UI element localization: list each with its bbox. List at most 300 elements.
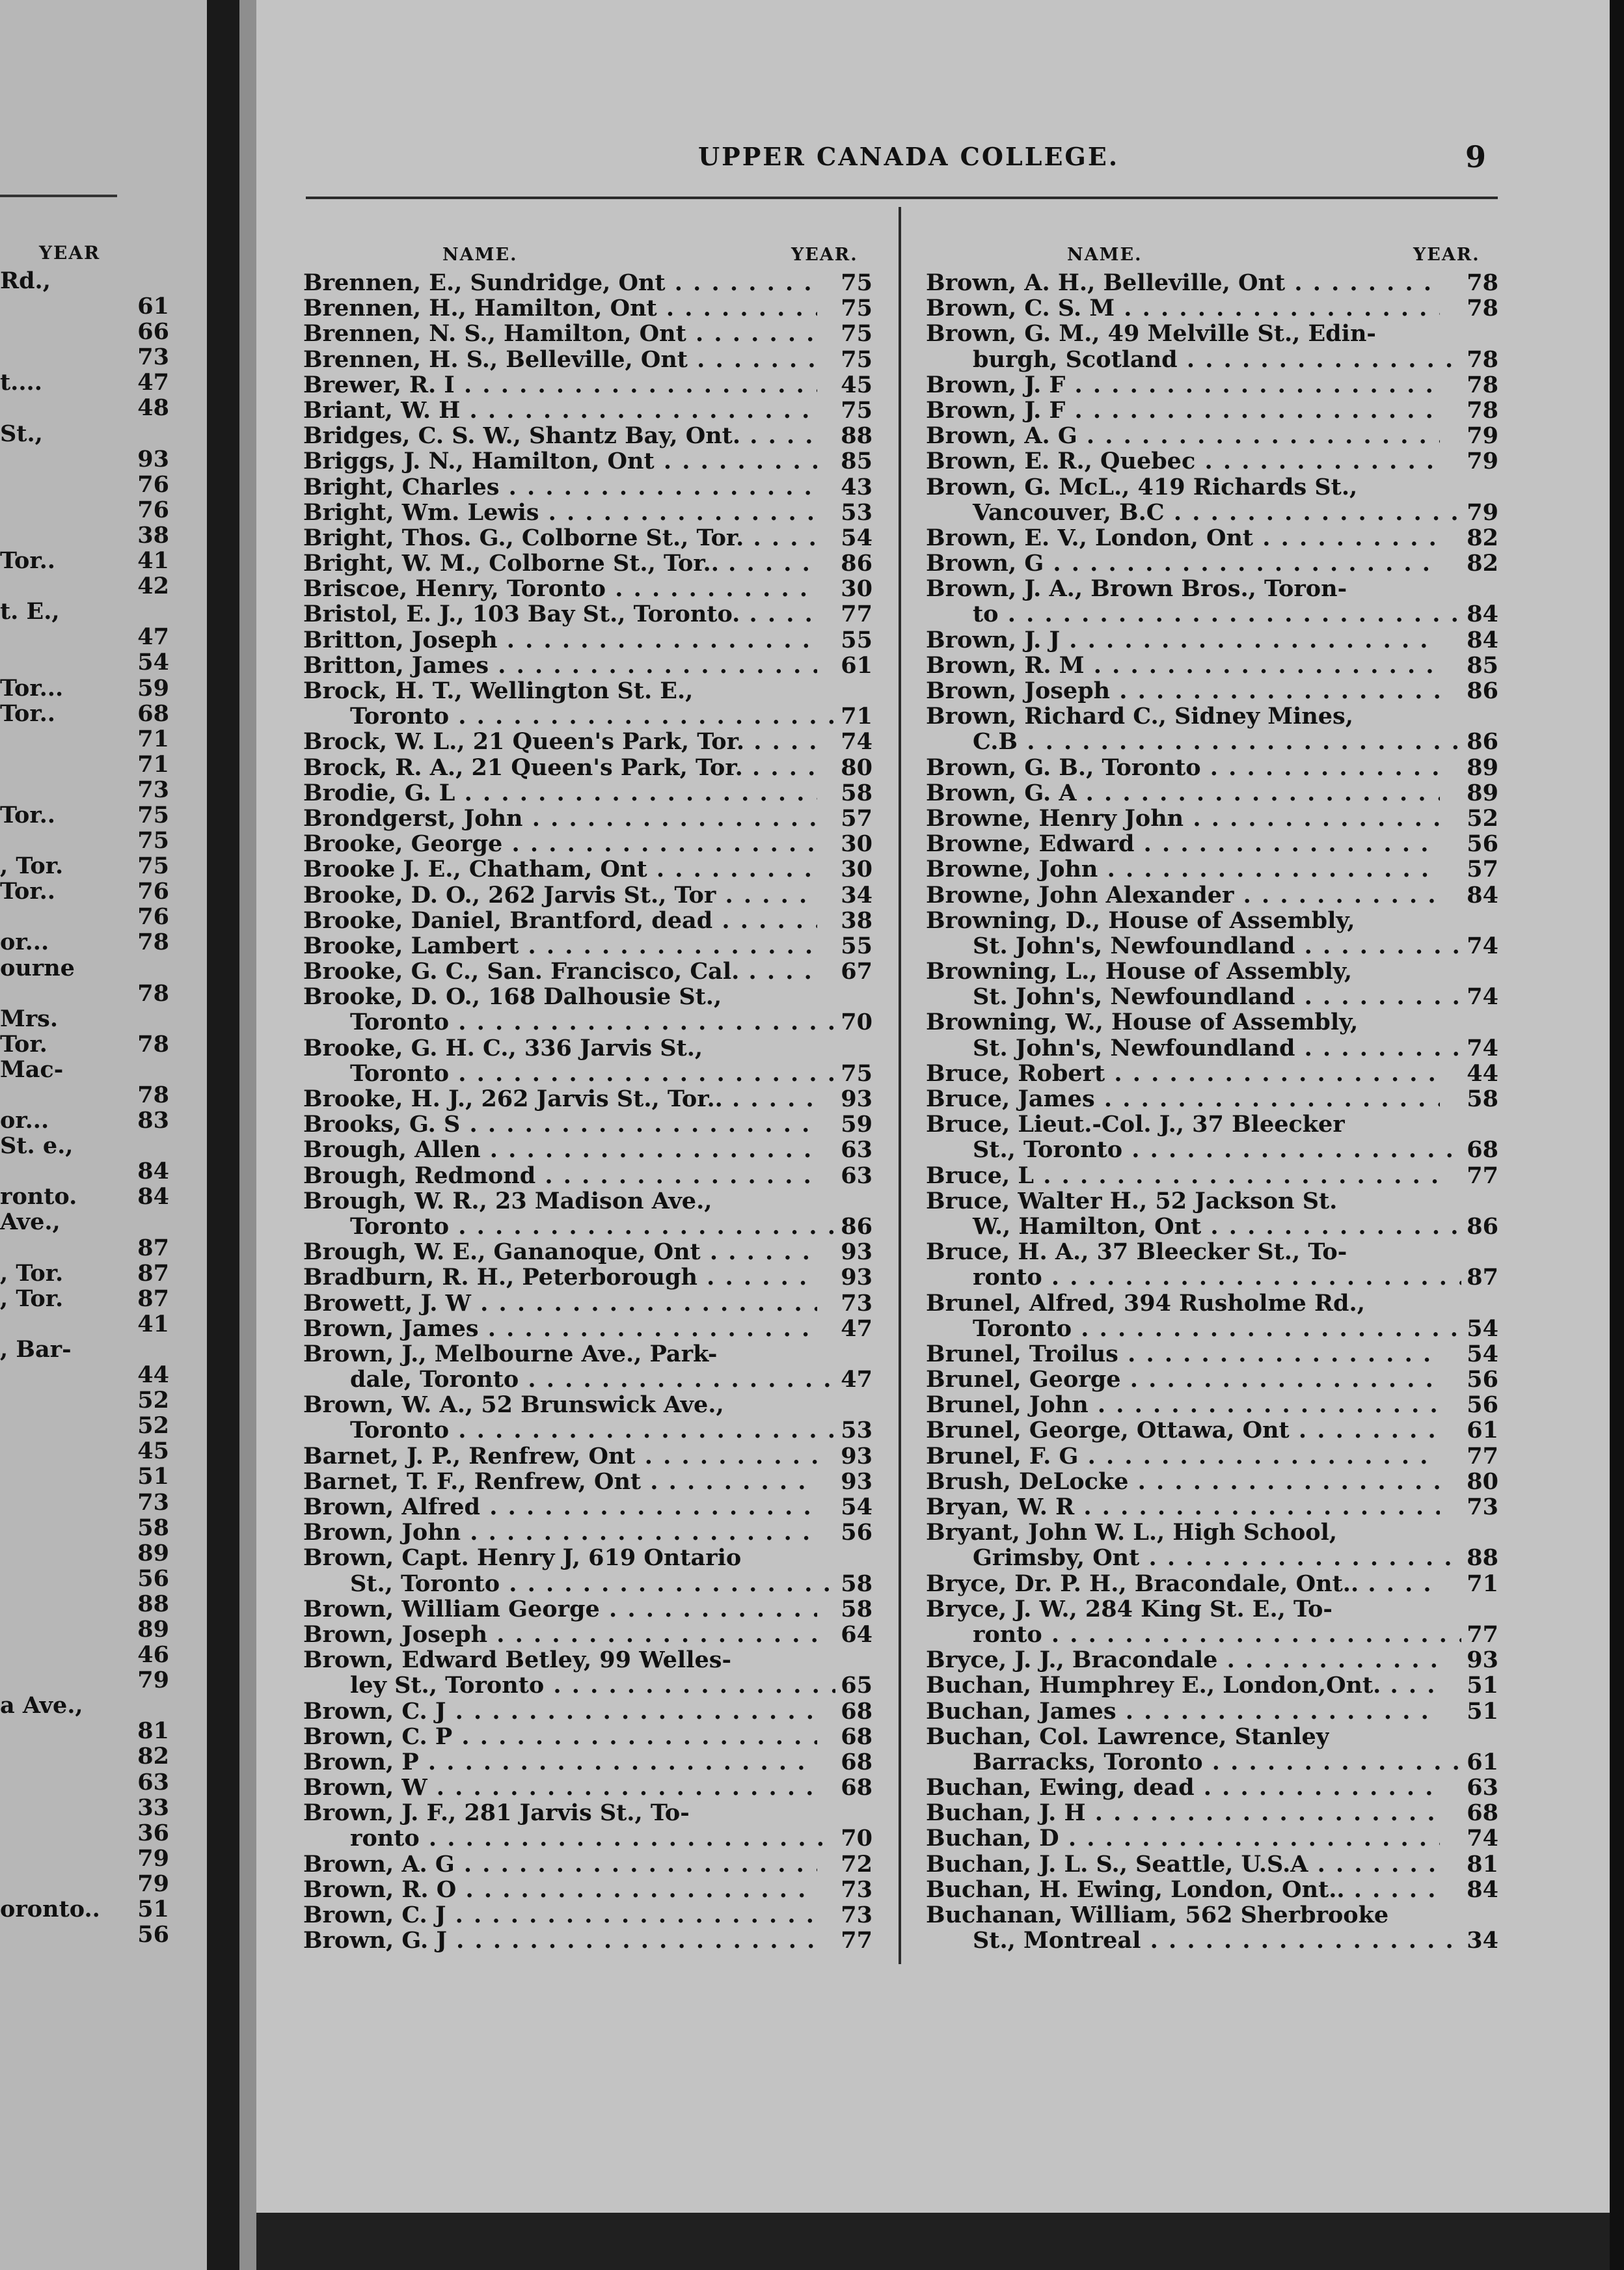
directory-entry (303, 678, 873, 704)
facing-page-line (0, 929, 169, 955)
directory-entry (926, 1520, 1498, 1545)
facing-page-line-year: 45 (137, 1438, 169, 1465)
column-1-year-header: YEAR. (791, 245, 858, 265)
entry-name: Browne, Henry John . . . (926, 806, 1440, 831)
entry-year: 89 (1461, 780, 1498, 806)
facing-page-line (0, 1896, 169, 1922)
facing-page-line-year: 84 (137, 1183, 169, 1210)
directory-entry (926, 959, 1498, 984)
facing-page-line (0, 1591, 169, 1617)
facing-page-line-text: Tor.. (0, 547, 55, 575)
entry-name: Bright, Wm. Lewis . . . (303, 500, 817, 525)
entry-year: 51 (1461, 1699, 1498, 1724)
entry-name: Toronto . . . (303, 1214, 864, 1239)
directory-entry (303, 1417, 873, 1443)
entry-year: 56 (835, 1520, 873, 1545)
entry-year: 79 (1461, 500, 1498, 525)
entry-name: Toronto . . . (303, 704, 864, 729)
entry-name: Brown, R. O . . . (303, 1877, 817, 1902)
entry-name: Buchan, J. H . . . (926, 1800, 1440, 1826)
entry-name: Buchan, H. Ewing, London, Ont.. . . . (926, 1877, 1440, 1902)
facing-page-line-year: 56 (137, 1565, 169, 1592)
entry-year: 77 (835, 1928, 873, 1953)
entry-name: Brough, W. E., Gananoque, Ont . . . (303, 1239, 817, 1265)
entry-name: Brennen, E., Sundridge, Ont . . . (303, 270, 817, 295)
entry-year: 68 (835, 1724, 873, 1749)
directory-entry (303, 1596, 873, 1622)
entry-name: Toronto . . . (303, 1061, 864, 1086)
entry-year: 63 (1461, 1775, 1498, 1800)
facing-page-line-text: , Bar- (0, 1335, 72, 1363)
facing-page-line-year: 83 (137, 1107, 169, 1134)
entry-name: Brown, J. F . . . (926, 398, 1440, 423)
column-2-year-header: YEAR. (1413, 245, 1480, 265)
facing-page-line (0, 1261, 169, 1286)
entry-year: 93 (1461, 1647, 1498, 1673)
directory-entry (926, 601, 1498, 627)
facing-page-line-year: 81 (137, 1717, 169, 1745)
facing-page-year-header: YEAR (39, 242, 101, 264)
entry-name: Brewer, R. I . . . (303, 372, 817, 398)
facing-page-line-year: 89 (137, 1615, 169, 1643)
entry-name: Browne, John . . . (926, 856, 1440, 882)
directory-entry (303, 551, 873, 576)
entry-name: Brock, W. L., 21 Queen's Park, Tor. . . . (303, 729, 817, 754)
directory-entry (926, 882, 1498, 908)
column-divider (899, 207, 901, 1964)
facing-page-line (0, 1235, 169, 1261)
entry-year: 79 (1461, 423, 1498, 448)
entry-name: Buchan, James . . . (926, 1699, 1440, 1724)
entry-year: 74 (835, 729, 873, 754)
directory-entry (926, 1800, 1498, 1826)
directory-entry (926, 1239, 1498, 1265)
facing-page-line (0, 777, 169, 802)
entry-name: ronto . . . (926, 1265, 1487, 1290)
directory-entry (926, 933, 1498, 959)
facing-page-line-year: 46 (137, 1641, 169, 1669)
entry-year: 78 (1461, 347, 1498, 372)
entry-name: Brown, G. M., 49 Melville St., Edin- (926, 321, 1376, 347)
entry-name: Bryant, John W. L., High School, (926, 1520, 1338, 1546)
facing-page-line (0, 624, 169, 650)
facing-page-line-text: Mac- (0, 1056, 64, 1083)
entry-name: Bruce, Walter H., 52 Jackson St. (926, 1188, 1338, 1214)
entry-year: 78 (1461, 372, 1498, 398)
directory-entry (926, 806, 1498, 831)
entry-name: Brunel, F. G . . . (926, 1443, 1440, 1469)
directory-entry (303, 1035, 873, 1061)
entry-year: 86 (1461, 729, 1498, 754)
directory-entry (926, 1443, 1498, 1469)
entry-year: 75 (835, 321, 873, 346)
facing-page-line (0, 1846, 169, 1871)
entry-year: 68 (835, 1699, 873, 1724)
facing-page-line-year: 79 (137, 1844, 169, 1872)
facing-page-line-year: 71 (137, 725, 169, 752)
directory-entry (303, 729, 873, 754)
directory-entry (303, 933, 873, 959)
entry-year: 63 (835, 1137, 873, 1162)
entry-name: Brown, E. V., London, Ont . . . (926, 525, 1440, 551)
entry-year: 68 (1461, 1800, 1498, 1826)
directory-entry (926, 1417, 1498, 1443)
entry-year: 65 (835, 1673, 873, 1698)
book-gutter (207, 0, 239, 2270)
entry-year: 30 (835, 576, 873, 601)
facing-page-line-text: , Tor. (0, 1285, 64, 1312)
directory-entry (303, 984, 873, 1009)
entry-year: 55 (835, 933, 873, 959)
directory-entry (926, 1341, 1498, 1367)
entry-name: Brown, G. A . . . (926, 780, 1440, 806)
directory-entry (303, 1392, 873, 1417)
directory-entry (303, 1188, 873, 1214)
facing-page-line-text: , Tor. (0, 853, 64, 880)
facing-page-line (0, 1795, 169, 1820)
entry-name: Brown, C. J . . . (303, 1902, 817, 1928)
entry-name: Brown, C. P . . . (303, 1724, 817, 1749)
entry-year: 34 (1461, 1928, 1498, 1953)
entry-year: 75 (835, 295, 873, 321)
directory-entry (303, 704, 873, 729)
facing-page-line-year: 59 (137, 674, 169, 702)
facing-page-lines (0, 268, 169, 1947)
directory-entry (303, 1902, 873, 1928)
entry-name: Brunel, George . . . (926, 1367, 1440, 1392)
facing-page-line (0, 1413, 169, 1438)
entry-year: 56 (1461, 1392, 1498, 1417)
facing-page-line-year: 73 (137, 1488, 169, 1516)
entry-name: Bruce, Robert . . . (926, 1061, 1440, 1086)
entry-name: Brush, DeLocke . . . (926, 1469, 1440, 1494)
facing-page-line (0, 955, 169, 981)
facing-page-line-year: 71 (137, 750, 169, 778)
directory-entry (926, 1188, 1498, 1214)
facing-page-line-text: Ave., (0, 1209, 61, 1236)
entry-year: 58 (835, 780, 873, 806)
directory-entry (926, 653, 1498, 678)
entry-year: 78 (1461, 295, 1498, 321)
entry-name: Brown, Edward Betley, 99 Welles- (303, 1647, 732, 1673)
entry-name: Brooke, G. C., San. Francisco, Cal. . . . (303, 959, 817, 984)
facing-page-line-year: 68 (137, 700, 169, 727)
entry-year: 75 (835, 398, 873, 423)
directory-entry (926, 1749, 1498, 1775)
directory-entry (926, 780, 1498, 806)
directory-entry (303, 500, 873, 525)
facing-page-line-year: 36 (137, 1819, 169, 1846)
entry-year: 47 (835, 1367, 873, 1392)
facing-page-line (0, 1108, 169, 1133)
entry-name: Brown, C. S. M . . . (926, 295, 1440, 321)
entry-name: Brunel, George, Ottawa, Ont . . . (926, 1417, 1440, 1443)
directory-entry (303, 1112, 873, 1137)
entry-year: 70 (835, 1009, 873, 1035)
entry-name: Brown, G. J . . . (303, 1928, 817, 1953)
facing-page-line-text: St., (0, 420, 43, 447)
directory-entry (303, 1009, 873, 1035)
entry-year: 53 (835, 500, 873, 525)
entry-name: Brooke, Lambert . . . (303, 933, 817, 959)
page-number: 9 (1465, 139, 1487, 174)
directory-entry (303, 1494, 873, 1520)
directory-entry (303, 1341, 873, 1367)
entry-name: Brown, G. McL., 419 Richards St., (926, 474, 1358, 500)
entry-name: Buchan, D . . . (926, 1826, 1440, 1851)
entry-name: Bryan, W. R . . . (926, 1494, 1440, 1520)
entry-year: 64 (835, 1622, 873, 1647)
facing-page-line (0, 395, 169, 420)
entry-name: Brown, J. A., Brown Bros., Toron- (926, 576, 1347, 602)
entry-year: 57 (1461, 856, 1498, 882)
entry-name: ley St., Toronto . . . (303, 1673, 864, 1698)
directory-entry (303, 347, 873, 372)
facing-page-line (0, 1388, 169, 1413)
facing-page-line (0, 1667, 169, 1693)
facing-page-line (0, 650, 169, 675)
entry-name: Toronto . . . (303, 1417, 864, 1443)
entry-year: 82 (1461, 525, 1498, 551)
entry-name: Brown, J., Melbourne Ave., Park- (303, 1341, 718, 1367)
facing-page-line (0, 523, 169, 548)
entry-name: Brown, Joseph . . . (926, 678, 1440, 704)
entry-year: 47 (835, 1316, 873, 1341)
entry-name: Brown, William George . . . (303, 1596, 817, 1622)
entry-name: Briggs, J. N., Hamilton, Ont . . . (303, 448, 817, 474)
facing-page-line (0, 1540, 169, 1566)
facing-page-line-text: ourne (0, 954, 75, 981)
facing-page-line-year: 82 (137, 1743, 169, 1770)
directory-entry (303, 1291, 873, 1316)
directory-entry (303, 1086, 873, 1112)
directory-entry (926, 270, 1498, 295)
entry-year: 53 (835, 1417, 873, 1443)
directory-entry (926, 1112, 1498, 1137)
facing-page-line (0, 726, 169, 752)
entry-name: Britton, James . . . (303, 653, 817, 678)
facing-page-line (0, 1693, 169, 1718)
entry-name: Brown, J. J . . . (926, 627, 1440, 653)
facing-page-line (0, 421, 169, 446)
entry-name: Browning, D., House of Assembly, (926, 907, 1355, 933)
directory-entry (926, 1724, 1498, 1749)
facing-page-line (0, 472, 169, 497)
directory-entry (303, 1239, 873, 1265)
directory-entry (303, 1316, 873, 1341)
facing-page-line (0, 1871, 169, 1896)
directory-entry (926, 1699, 1498, 1724)
directory-entry (926, 1009, 1498, 1035)
entry-year: 71 (1461, 1571, 1498, 1596)
entry-name: Buchan, J. L. S., Seattle, U.S.A . . . (926, 1852, 1440, 1877)
entry-name: Brooke, George . . . (303, 831, 817, 856)
directory-entry (303, 1367, 873, 1392)
facing-page-line-year: 76 (137, 496, 169, 523)
facing-page-line (0, 1438, 169, 1464)
facing-page-line (0, 446, 169, 472)
facing-page-line-text: Tor. (0, 1030, 47, 1058)
page-bottom-edge (256, 2213, 1610, 2270)
directory-entry (303, 1571, 873, 1596)
entry-name: Brock, H. T., Wellington St. E., (303, 678, 694, 704)
entry-year: 88 (1461, 1545, 1498, 1570)
entry-year: 77 (1461, 1163, 1498, 1188)
facing-page-line-year: 93 (137, 445, 169, 472)
facing-page-line (0, 1311, 169, 1337)
header-rule (306, 197, 1498, 199)
entry-name: Barracks, Toronto . . . (926, 1749, 1487, 1775)
facing-page-line-year: 76 (137, 903, 169, 931)
directory-entry (926, 500, 1498, 525)
directory-entry (926, 295, 1498, 321)
directory-entry (303, 755, 873, 780)
directory-entry (926, 1086, 1498, 1112)
entry-year: 74 (1461, 984, 1498, 1009)
facing-page-line-year: 75 (137, 827, 169, 855)
directory-entry (926, 1596, 1498, 1622)
page-right-edge (1610, 0, 1624, 2270)
directory-entry (303, 576, 873, 601)
facing-page-line (0, 1362, 169, 1388)
entry-name: St., Toronto . . . (303, 1571, 864, 1596)
entry-year: 93 (835, 1086, 873, 1112)
directory-entry (303, 1469, 873, 1494)
directory-entry (926, 1826, 1498, 1851)
facing-page-line-year: 75 (137, 853, 169, 880)
directory-entry (926, 1775, 1498, 1800)
facing-page-line-year: 78 (137, 1082, 169, 1108)
directory-entry (303, 525, 873, 551)
entry-year: 86 (835, 551, 873, 576)
facing-page-line-year: 44 (137, 1361, 169, 1389)
facing-page-line-text: oronto.. (0, 1896, 100, 1922)
facing-page-line-text: ronto. (0, 1183, 77, 1210)
facing-page-line (0, 1617, 169, 1642)
name-column-1 (303, 270, 873, 1953)
entry-name: burgh, Scotland . . . (926, 347, 1487, 372)
entry-name: St. John's, Newfoundland . . . (926, 1035, 1487, 1061)
facing-page-line (0, 1566, 169, 1591)
entry-year: 74 (1461, 1826, 1498, 1851)
directory-entry (303, 601, 873, 627)
entry-year: 38 (835, 908, 873, 933)
entry-name: Bryce, Dr. P. H., Bracondale, Ont.. . . . (926, 1571, 1440, 1596)
entry-year: 34 (835, 882, 873, 908)
entry-name: Bruce, James . . . (926, 1086, 1440, 1112)
entry-name: Browning, W., House of Assembly, (926, 1009, 1359, 1035)
entry-year: 71 (835, 704, 873, 729)
facing-page-line-year: 42 (137, 573, 169, 600)
facing-page-line (0, 828, 169, 853)
entry-name: Britton, Joseph . . . (303, 627, 817, 653)
facing-page-line (0, 1515, 169, 1540)
entry-year: 43 (835, 474, 873, 500)
entry-name: Brough, W. R., 23 Madison Ave., (303, 1188, 712, 1214)
column-2-name-header: NAME. (1067, 245, 1143, 265)
directory-entry (926, 398, 1498, 423)
facing-page-rule (0, 195, 117, 197)
directory-entry (303, 856, 873, 882)
facing-page-line-year: 63 (137, 1768, 169, 1796)
entry-name: Brennen, H., Hamilton, Ont . . . (303, 295, 817, 321)
directory-entry (926, 1852, 1498, 1877)
name-column-2 (926, 270, 1498, 1953)
directory-entry (303, 398, 873, 423)
entry-name: Browning, L., House of Assembly, (926, 959, 1353, 985)
directory-entry (303, 423, 873, 448)
directory-entry (303, 1852, 873, 1877)
directory-entry (303, 627, 873, 653)
entry-name: Bradburn, R. H., Peterborough . . . (303, 1265, 817, 1290)
entry-year: 58 (1461, 1086, 1498, 1112)
directory-entry (926, 1061, 1498, 1086)
facing-page-line-year: 52 (137, 1412, 169, 1440)
directory-entry (303, 1749, 873, 1775)
entry-year: 84 (1461, 882, 1498, 908)
entry-name: Browne, Edward . . . (926, 831, 1440, 856)
facing-page-line-text: Mrs. (0, 1005, 59, 1032)
facing-page-line-text: Tor.. (0, 801, 55, 828)
facing-page-line-year: 56 (137, 1921, 169, 1949)
entry-name: Brown, Alfred . . . (303, 1494, 817, 1520)
facing-page-line-year: 78 (137, 929, 169, 956)
facing-page-line (0, 1158, 169, 1184)
entry-name: Brown, G. B., Toronto . . . (926, 755, 1440, 780)
facing-page-line-year: 51 (137, 1896, 169, 1922)
entry-year: 75 (835, 1061, 873, 1086)
entry-name: Brown, James . . . (303, 1316, 817, 1341)
entry-year: 52 (1461, 806, 1498, 831)
facing-page-line (0, 1642, 169, 1667)
directory-entry (303, 1214, 873, 1239)
facing-page-line (0, 802, 169, 828)
facing-page-line-year: 75 (137, 801, 169, 828)
facing-page-line-year: 76 (137, 878, 169, 905)
facing-page-line-year: 88 (137, 1590, 169, 1617)
facing-page-line-year: 33 (137, 1794, 169, 1821)
entry-name: Grimsby, Ont . . . (926, 1545, 1487, 1570)
facing-page-line (0, 1820, 169, 1846)
directory-entry (926, 755, 1498, 780)
entry-name: Brown, Joseph . . . (303, 1622, 817, 1647)
entry-year: 78 (1461, 270, 1498, 295)
facing-page-line (0, 1006, 169, 1032)
entry-name: Buchan, Humphrey E., London,Ont. . . . (926, 1673, 1440, 1698)
entry-year: 55 (835, 627, 873, 653)
facing-page-line (0, 1337, 169, 1362)
entry-year: 78 (1461, 398, 1498, 423)
entry-name: Bruce, H. A., 37 Bleecker St., To- (926, 1239, 1347, 1265)
entry-name: Bristol, E. J., 103 Bay St., Toronto. . . . (303, 601, 817, 627)
directory-entry (926, 372, 1498, 398)
entry-name: Brunel, Troilus . . . (926, 1341, 1440, 1367)
directory-entry (926, 448, 1498, 474)
directory-entry (926, 321, 1498, 346)
entry-name: Brock, R. A., 21 Queen's Park, Tor. . . . (303, 755, 817, 780)
entry-name: Briant, W. H . . . (303, 398, 817, 423)
facing-page-line (0, 370, 169, 395)
directory-entry (926, 729, 1498, 754)
directory-entry (303, 1928, 873, 1953)
facing-page-line-year: 79 (137, 1667, 169, 1694)
directory-entry (303, 831, 873, 856)
entry-year: 70 (835, 1826, 873, 1851)
entry-name: Brooke, D. O., 262 Jarvis St., Tor . . . (303, 882, 817, 908)
directory-entry (926, 423, 1498, 448)
entry-name: Bruce, Lieut.-Col. J., 37 Bleecker (926, 1112, 1345, 1138)
entry-name: Brondgerst, John . . . (303, 806, 817, 831)
